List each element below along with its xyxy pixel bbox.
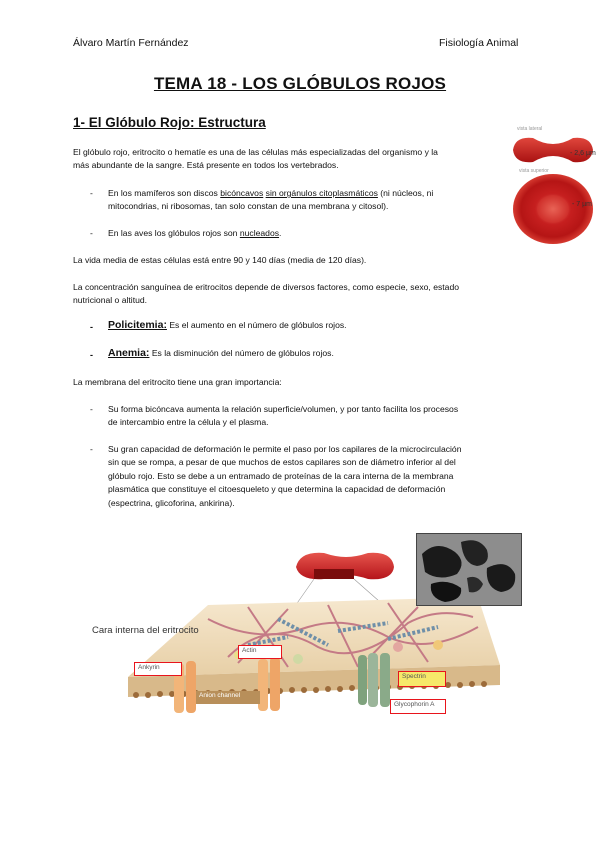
ankyrin-label: Ankyrin [134,662,182,676]
side-view-label: vista lateral [517,126,543,132]
intro-line: más abundante de la sangre. Está presente en todos los vertebrados. [73,160,339,171]
band3-label: Anion channel [196,691,260,704]
point-line: (espectrina, glicoforina, ankirina). [108,497,235,508]
bullet-dash: - [90,444,93,454]
term-policitemia: Policitemia: Es el aumento en el número de glóbulos rojos. [108,319,347,331]
section-heading: 1- El Glóbulo Rojo: Estructura [73,115,266,130]
term-dash: - [90,322,93,332]
point-line: Su gran capacidad de deformación le permite el paso por los capilares de la microcirculación [108,444,462,454]
red-blood-cell-illustration [505,122,600,247]
bullet-mammals [108,187,500,214]
concentration-line: La concentración sanguínea de eritrocitos depende de diversos factores, como especie, sexo, estado [73,282,460,292]
glycophorin-label: Glycophorin A [390,699,446,714]
bullet-line: mitocondrias, ni ribosomas, tan solo constan de una membrana y citosol). [108,201,389,212]
thickness-label: - 2,6 µm [570,150,596,157]
point-line: sin que se rompa, a pesar de que muchos de estos capilares son de diámetro inferior al del [108,457,456,468]
top-view-label: vista superior [519,168,549,174]
intro-line: El glóbulo rojo, eritrocito o hematíe es una de las células más especializadas del organismo y la [73,147,438,157]
figure-caption: Cara interna del eritrocito [92,625,199,636]
point-line: glóbulo rojo. Esto se debe a un entramado de proteínas de la cara interna de la membrana [108,470,454,481]
micrograph-image [416,533,522,606]
concentration-paragraph [73,281,503,308]
bullet-line: En los mamíferos son discos bicóncavos sin orgánulos citoplasmáticos (ni núcleos, ni [108,188,434,198]
term-anemia: Anemia: Es la disminución del número de glóbulos rojos. [108,347,334,359]
diameter-label: - 7 µm [572,201,592,208]
intro-paragraph [73,146,503,173]
membrane-point-deformation [108,443,500,510]
bullet-birds: En las aves los glóbulos rojos son nucleados. [108,228,282,238]
bullet-dash: - [90,404,93,414]
lifespan-paragraph: La vida media de estas células está entre 90 y 140 días (media de 120 días). [73,255,367,265]
concentration-line: nutricional o altitud. [73,295,148,306]
subject-name: Fisiología Animal [439,37,519,49]
actin-label: Actin [238,645,282,659]
author-name: Álvaro Martín Fernández [73,37,189,49]
rbc-figure [505,122,600,247]
bullet-dash: - [90,188,93,198]
term-dash: - [90,350,93,360]
point-line: de intercambio entre la célula y el plasma. [108,417,269,428]
electron-micrograph [417,534,521,605]
membrane-point-shape [108,403,500,430]
membrane-intro: La membrana del eritrocito tiene una gran importancia: [73,377,282,387]
page-title: TEMA 18 - LOS GLÓBULOS ROJOS [153,74,447,93]
spectrin-label: Spectrin [398,671,446,687]
bullet-dash: - [90,228,93,238]
point-line: Su forma bicóncava aumenta la relación superficie/volumen, y por tanto facilita los procesos [108,404,459,414]
point-line: plasmática que constituye el citoesqueleto y que determina la capacidad de deformación [108,484,446,495]
